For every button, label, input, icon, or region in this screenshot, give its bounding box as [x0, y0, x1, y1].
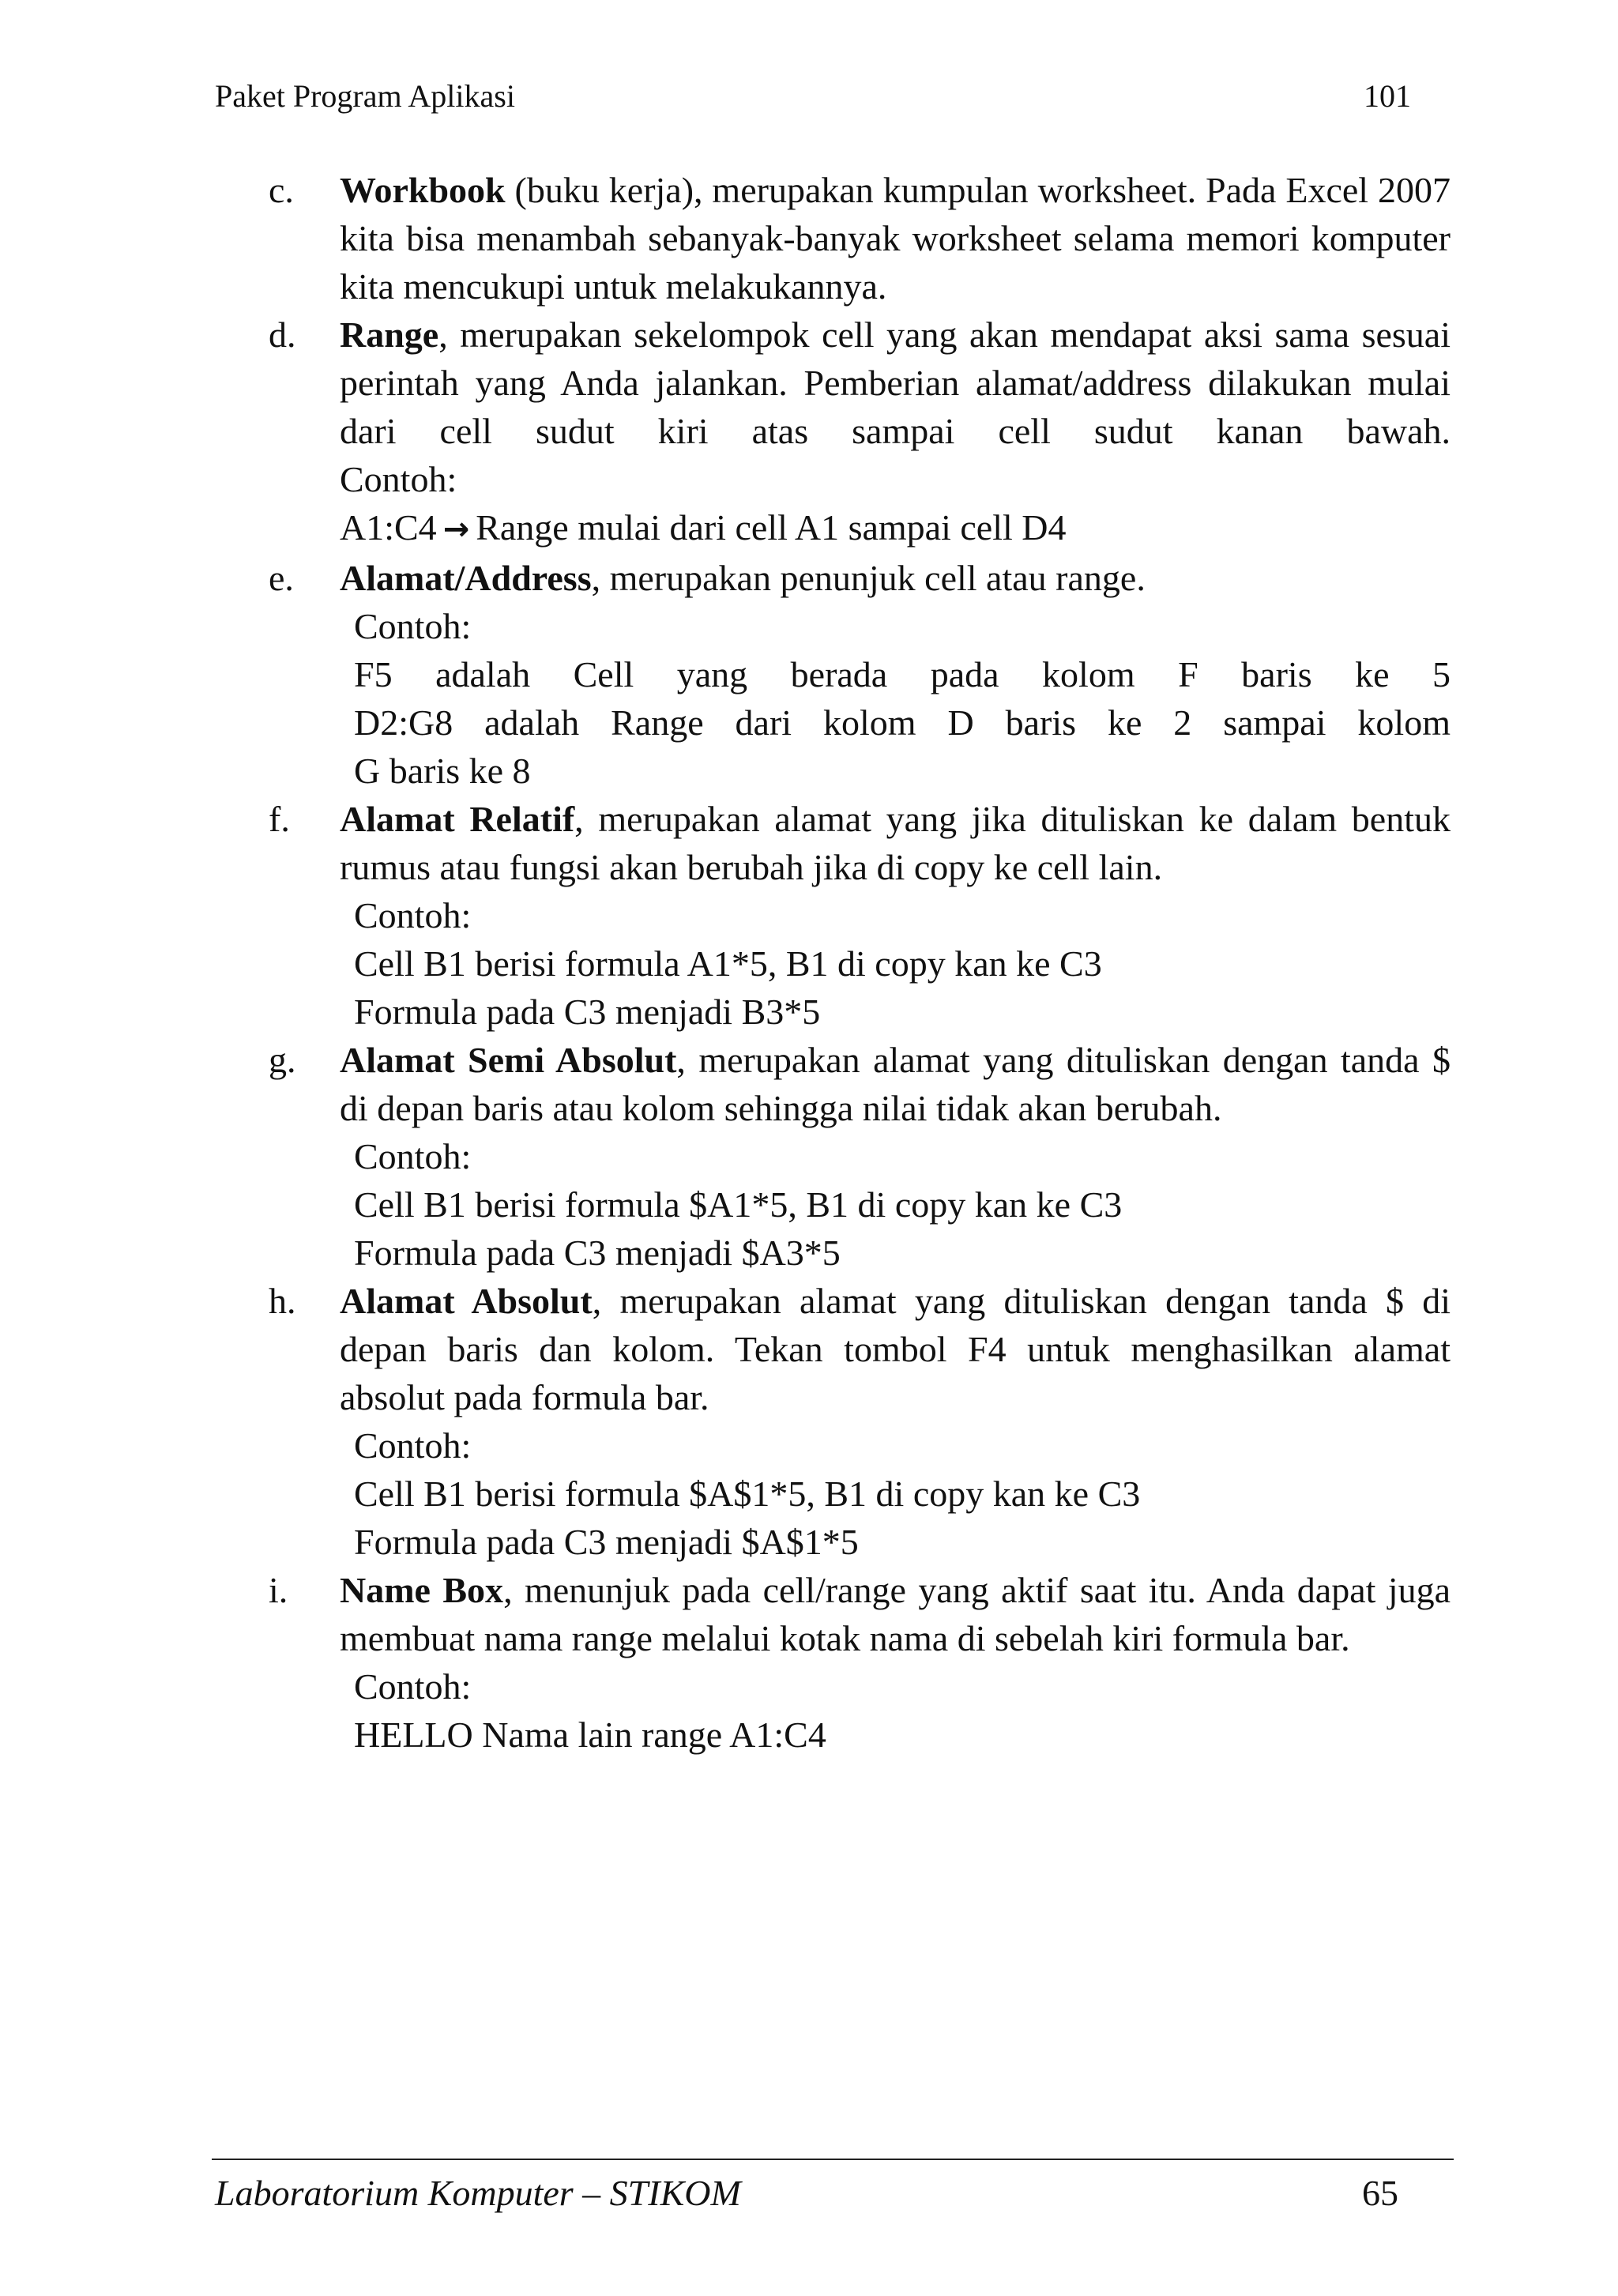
item-term: Name Box	[340, 1570, 504, 1610]
item-term: Alamat/Address	[340, 558, 592, 598]
item-marker: h.	[269, 1281, 296, 1321]
footer-divider	[212, 2159, 1454, 2160]
example-line: Cell B1 berisi formula $A$1*5, B1 di copy kan ke C3	[354, 1474, 1141, 1514]
definition-item-alamat-address	[269, 554, 1451, 795]
item-marker: e.	[269, 558, 294, 598]
example-label: Contoh:	[354, 895, 472, 935]
item-description	[340, 1566, 1451, 1662]
definition-item-alamat-relatif	[269, 795, 1451, 1036]
example-block	[340, 455, 1451, 554]
example-label: Contoh:	[354, 1425, 472, 1466]
item-description	[340, 166, 1451, 311]
definition-item-alamat-semi-absolut	[269, 1036, 1451, 1277]
example-line: Formula pada C3 menjadi B3*5	[354, 992, 821, 1032]
example-label: Contoh:	[354, 1666, 472, 1707]
running-footer-title: Laboratorium Komputer – STIKOM	[215, 2173, 741, 2213]
item-text: , merupakan alamat yang dituliskan dengan tanda $ di depan baris dan kolom. Tekan tombol F4 untuk menghasilkan alamat absolut pada formula bar.	[340, 1281, 1451, 1417]
item-marker: i.	[269, 1570, 288, 1610]
example-line: HELLO Nama lain range A1:C4	[354, 1714, 826, 1755]
example-block	[340, 1662, 1451, 1759]
example-text: Range mulai dari cell A1 sampai cell D4	[476, 507, 1067, 548]
running-header-title: Paket Program Aplikasi	[215, 78, 515, 114]
example-line: Formula pada C3 menjadi $A$1*5	[354, 1522, 859, 1562]
item-term: Alamat Absolut	[340, 1281, 593, 1321]
example-line: D2:G8 adalah Range dari kolom D baris ke 2 sampai kolom	[354, 702, 1451, 743]
item-description	[340, 311, 1451, 455]
item-marker: c.	[269, 170, 294, 210]
definition-item-name-box	[269, 1566, 1451, 1759]
item-text: , menunjuk pada cell/range yang aktif saat itu. Anda dapat juga membuat nama range melalui kotak nama di sebelah kiri formula bar.	[340, 1570, 1451, 1658]
example-line: F5 adalah Cell yang berada pada kolom F baris ke 5	[354, 654, 1451, 694]
definition-list	[269, 166, 1451, 1759]
definition-item-alamat-absolut	[269, 1277, 1451, 1566]
example-block	[340, 891, 1451, 1036]
item-description	[340, 1277, 1451, 1421]
example-label: Contoh:	[340, 459, 457, 499]
item-text: (buku kerja), merupakan kumpulan worksheet. Pada Excel 2007 kita bisa menambah sebanyak-banyak worksheet selama memori komputer kita mencukupi untuk melakukannya.	[340, 170, 1451, 307]
item-text: , merupakan penunjuk cell atau range.	[591, 558, 1146, 598]
example-line: Cell B1 berisi formula A1*5, B1 di copy kan ke C3	[354, 943, 1102, 984]
example-range: A1:C4	[340, 507, 437, 548]
example-label: Contoh:	[354, 1136, 472, 1176]
item-term: Alamat Semi Absolut	[340, 1040, 677, 1080]
item-description	[340, 554, 1451, 602]
item-term: Workbook	[340, 170, 506, 210]
item-text: , merupakan alamat yang jika dituliskan ke dalam bentuk rumus atau fungsi akan berubah jika di copy ke cell lain.	[340, 799, 1451, 887]
item-description	[340, 1036, 1451, 1132]
item-marker: g.	[269, 1040, 296, 1080]
item-text: , merupakan sekelompok cell yang akan mendapat aksi sama sesuai perintah yang Anda jalankan. Pemberian alamat/address dilakukan mulai dari cell sudut kiri atas sampai cell sudut kanan bawah.	[340, 314, 1451, 451]
arrow-right-icon: →	[442, 511, 470, 548]
item-marker: f.	[269, 799, 290, 839]
example-line: G baris ke 8	[354, 751, 531, 791]
example-line: Cell B1 berisi formula $A1*5, B1 di copy kan ke C3	[354, 1184, 1123, 1225]
item-text: , merupakan alamat yang dituliskan dengan tanda $ di depan baris atau kolom sehingga nilai tidak akan berubah.	[340, 1040, 1451, 1128]
example-line: Formula pada C3 menjadi $A3*5	[354, 1233, 841, 1273]
running-header-page-number: 101	[1364, 78, 1411, 114]
example-line	[340, 503, 1451, 554]
definition-item-workbook	[269, 166, 1451, 311]
item-description	[340, 795, 1451, 891]
example-block	[340, 1421, 1451, 1566]
example-label: Contoh:	[354, 606, 472, 646]
example-block	[340, 1132, 1451, 1277]
item-term: Alamat Relatif	[340, 799, 575, 839]
definition-item-range	[269, 311, 1451, 554]
item-term: Range	[340, 314, 439, 355]
example-block	[340, 602, 1451, 795]
footer-page-number: 65	[1362, 2173, 1398, 2213]
item-marker: d.	[269, 314, 296, 355]
